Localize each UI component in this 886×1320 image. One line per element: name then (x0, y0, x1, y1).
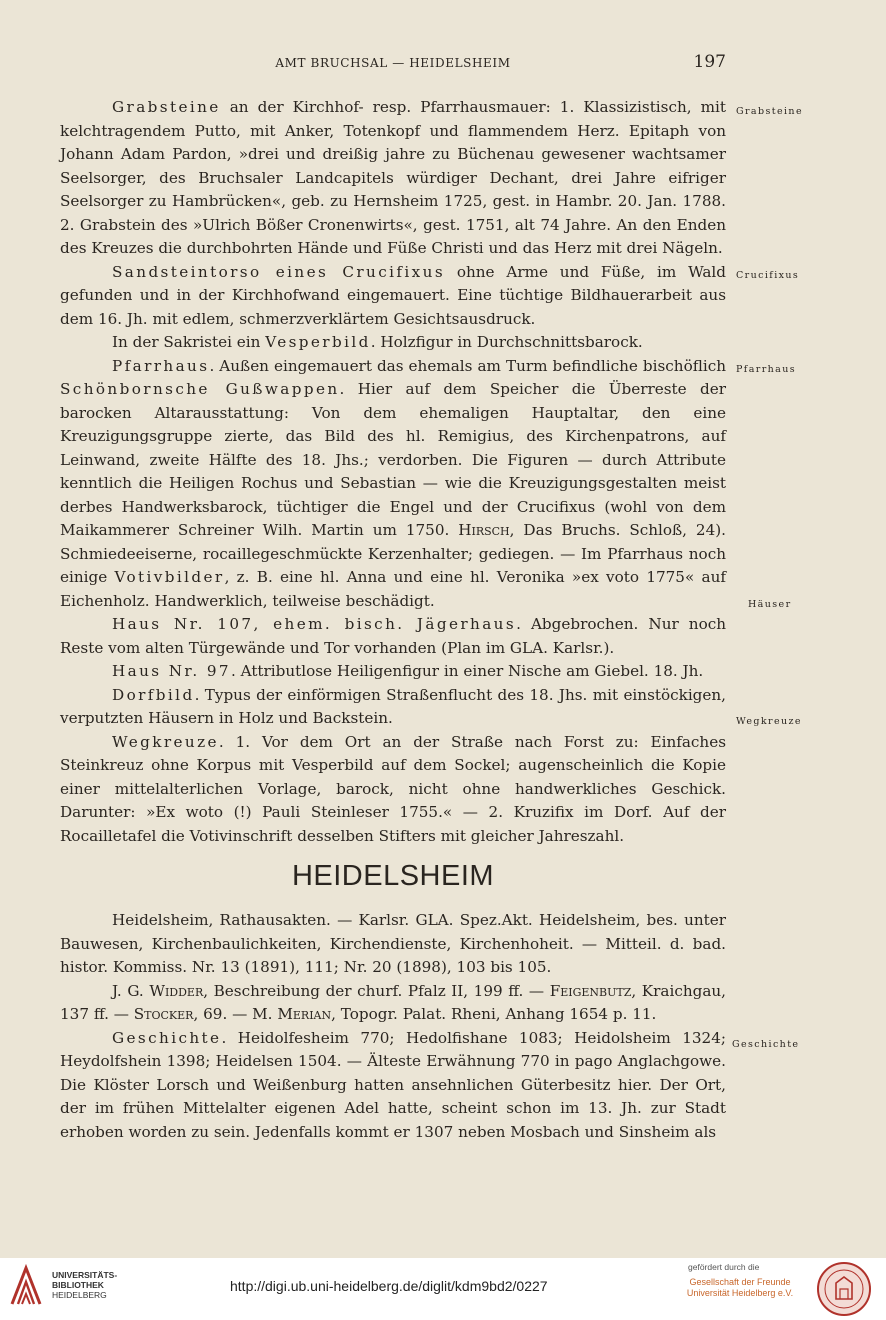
sponsor-label: gefördert durch die (688, 1262, 760, 1272)
body-text-upper (60, 96, 726, 848)
spaced-term: Schönbornsche Gußwappen (60, 380, 340, 398)
marginal-note-geschichte: Geschichte (732, 1039, 800, 1050)
spaced-lead: Pfarrhaus (112, 356, 210, 375)
paragraph-text: , Kraichgau, 137 ff. — (60, 981, 726, 1023)
paragraph-text: J. G. (112, 981, 150, 1000)
running-head (60, 52, 726, 74)
section-heading: HEIDELSHEIM (291, 860, 495, 892)
university-seal-icon (816, 1261, 872, 1317)
paragraph-text: . Typus der einförmigen Straßenflucht des 18. Jhs. mit einstöckigen, verputzten Häusern in Holz und Backstein. (60, 685, 726, 727)
paragraph-text: Heidelsheim, Rathausakten. — Karlsr. GLA. Spez.Akt. Heidelsheim, bes. unter Bauwesen, Kirchenbaulichkeiten, Kirchendienste, Kirchenhoheit. — Mitteil. d. bad. histor. Kommiss. Nr. 13 (1891), 111; Nr. 20 (1898), 103 bis 105. (60, 911, 726, 976)
library-name-line: BIBLIOTHEK (52, 1280, 104, 1290)
spaced-lead: Haus Nr. 107, ehem. bisch. Jägerhaus (112, 615, 517, 633)
paragraph-text: . 1. Vor dem Ort an der Straße nach Forst zu: Einfaches Steinkreuz ohne Korpus mit Vesperbild auf dem Sockel; augenscheinlich die Kopie einer mittelalterlichen Vorlage, barock, nicht ohne handwerkliches Geschick. Darunter: »Ex woto (!) Pauli Steinleser 1755.« — 2. Kruzifix im Dorf. Auf der Rocailletafel die Votivinschrift desselben Stifters mit gleicher Jahreszahl. (60, 732, 726, 845)
paragraph-text: . Attributlose Heiligenfigur in einer Nische am Giebel. 18. Jh. (230, 662, 704, 680)
spaced-term: Votivbilder (114, 568, 225, 586)
marginal-note-crucifixus: Crucifixus (736, 270, 800, 281)
paragraph-wegkreuze (60, 731, 726, 849)
paragraph-text: . Abgebrochen. Nur noch Reste vom alten Türgewände und Tor vorhanden (Plan im GLA. Karlsr.). (60, 615, 726, 657)
author-name: Widder (149, 981, 204, 1000)
spaced-lead: Geschichte (112, 1028, 222, 1047)
paragraph-haus-107 (60, 613, 726, 660)
sponsor-name-line: Universität Heidelberg e.V. (686, 1288, 794, 1298)
page-number: 197 (693, 52, 726, 72)
paragraph-literature (60, 980, 726, 1027)
paragraph-text: . Hier auf dem Speicher die Überreste der barocken Altarausstattung: Von dem ehemaligen Hauptaltar, den eine Kreuzigungsgruppe zierte, das Bild des hl. Remigius, des Kirchenpatrons, auf Leinwand, zweite Hälfte des 18. Jhs.; verdorben. Die Figuren — durch Attribute kenntlich die Heiligen Rochus und Sebastian — wie die Kreuzigungsgestalten meist derbes Handwerksbarock, tüchtiger die Engel und der Crucifixus (wohl von dem Maikammerer Schreiner Wilh. Martin um 1750. (60, 380, 726, 539)
paragraph-text: an der Kirchhof- resp. Pfarrhausmauer: 1. Klassizistisch, mit kelchtragendem Putto, mit Anker, Totenkopf und flammendem Herz. Epitaph von Johann Adam Pardon, »drei und dreißig jahre zu Büchenau gewesener wachtsamer Seelsorger, des Bruchsaler Landcapitels würdiger Dechant, drei Jahre eifriger Seelsorger zu Hambrücken«, geb. zu Hernsheim 1725, gest. in Hambr. 20. Jan. 1788. 2. Grabstein des »Ulrich Bößer Cronenwirts«, gest. 1751, alt 74 Jahre. An den Enden des Kreuzes die durchbohrten Hände und Füße Christi und das Herz mit drei Nägeln. (60, 98, 726, 257)
library-name-line: HEIDELBERG (52, 1290, 107, 1300)
author-name: Feigenbutz (549, 981, 632, 1000)
paragraph-vesperbild (60, 331, 726, 355)
paragraph-text: In der Sakristei ein (112, 333, 266, 351)
author-name: Stocker (133, 1005, 194, 1023)
sponsor-name (682, 1277, 798, 1299)
marginal-note-grabsteine: Grabsteine (736, 106, 803, 117)
paragraph-geschichte (60, 1027, 726, 1145)
spaced-term: Vesperbild (265, 333, 371, 351)
author-name: Hirsch (458, 521, 510, 539)
paragraph-text: , Topogr. Palat. Rheni, Anhang 1654 p. 11. (331, 1005, 657, 1023)
paragraph-text: , Beschreibung der churf. Pfalz II, 199 ff. — (203, 981, 550, 1000)
spaced-lead: Dorfbild (112, 685, 195, 704)
spaced-lead: Grabsteine (112, 98, 221, 116)
spaced-lead: Haus Nr. 97 (112, 662, 231, 680)
marginal-note-pfarrhaus: Pfarrhaus (736, 364, 797, 375)
paragraph-text: , z. B. eine hl. Anna und eine hl. Veronika »ex voto 1775« auf Eichenholz. Handwerklich, teilweise beschädigt. (60, 568, 726, 610)
paragraph-text: , Das Bruchs. Schloß, 24). Schmiedeeiserne, rocaillegeschmückte Kerzenhalter; gediegen. — Im Pfarrhaus noch einige (60, 521, 726, 586)
paragraph-text: . Außen eingemauert das ehemals am Turm befindliche bischöflich (209, 356, 726, 375)
running-head-title: AMT BRUCHSAL — HEIDELSHEIM (275, 56, 511, 70)
author-name: Merian (277, 1005, 332, 1023)
paragraph-crucifixus (60, 261, 726, 332)
library-name-line: UNIVERSITÄTS- (52, 1270, 118, 1280)
body-text-lower (60, 909, 726, 1144)
permalink-url[interactable]: http://digi.ub.uni-heidelberg.de/diglit/kdm9bd2/0227 (230, 1278, 548, 1294)
paragraph-pfarrhaus (60, 355, 726, 614)
marginal-note-wegkreuze: Wegkreuze (736, 716, 802, 727)
paragraph-dorfbild (60, 684, 726, 731)
paragraph-text: ohne Arme und Füße, im Wald gefunden und in der Kirchhofwand eingemauert. Eine tüchtige Bildhauerarbeit aus dem 16. Jh. mit edlem, schmerzverklärtem Gesichtsausdruck. (60, 262, 726, 328)
paragraph-text: , 69. — M. (193, 1005, 278, 1023)
paragraph-sources (60, 909, 726, 980)
digitization-footer (0, 1258, 886, 1320)
marginal-note-haeuser: Häuser (748, 599, 792, 610)
paragraph-text: . Heidolfesheim 770; Hedolfishane 1083; Heidolsheim 1324; Heydolfshein 1398; Heidelsen 1504. — Älteste Erwähnung 770 in pago Anglachgowe. Die Klöster Lorsch und Weißenburg hatten ansehnlichen Güterbesitz hier. Der Ort, der im frühen Mittelalter eigenen Adel hatte, scheint schon im 13. Jh. zur Stadt erhoben worden zu sein. Jedenfalls kommt er 1307 neben Mosbach und Sinsheim als (60, 1028, 726, 1141)
sponsor-name-line: Gesellschaft der Freunde (689, 1277, 791, 1287)
spaced-lead: Wegkreuze (112, 732, 219, 751)
paragraph-text: . Holzfigur in Durchschnittsbarock. (370, 333, 643, 351)
paragraph-haus-97 (60, 660, 726, 684)
spaced-lead: Sandsteintorso eines Crucifixus (112, 262, 446, 281)
university-library-logo-icon (8, 1264, 44, 1310)
paragraph-grabsteine (60, 96, 726, 261)
library-name (52, 1270, 117, 1300)
